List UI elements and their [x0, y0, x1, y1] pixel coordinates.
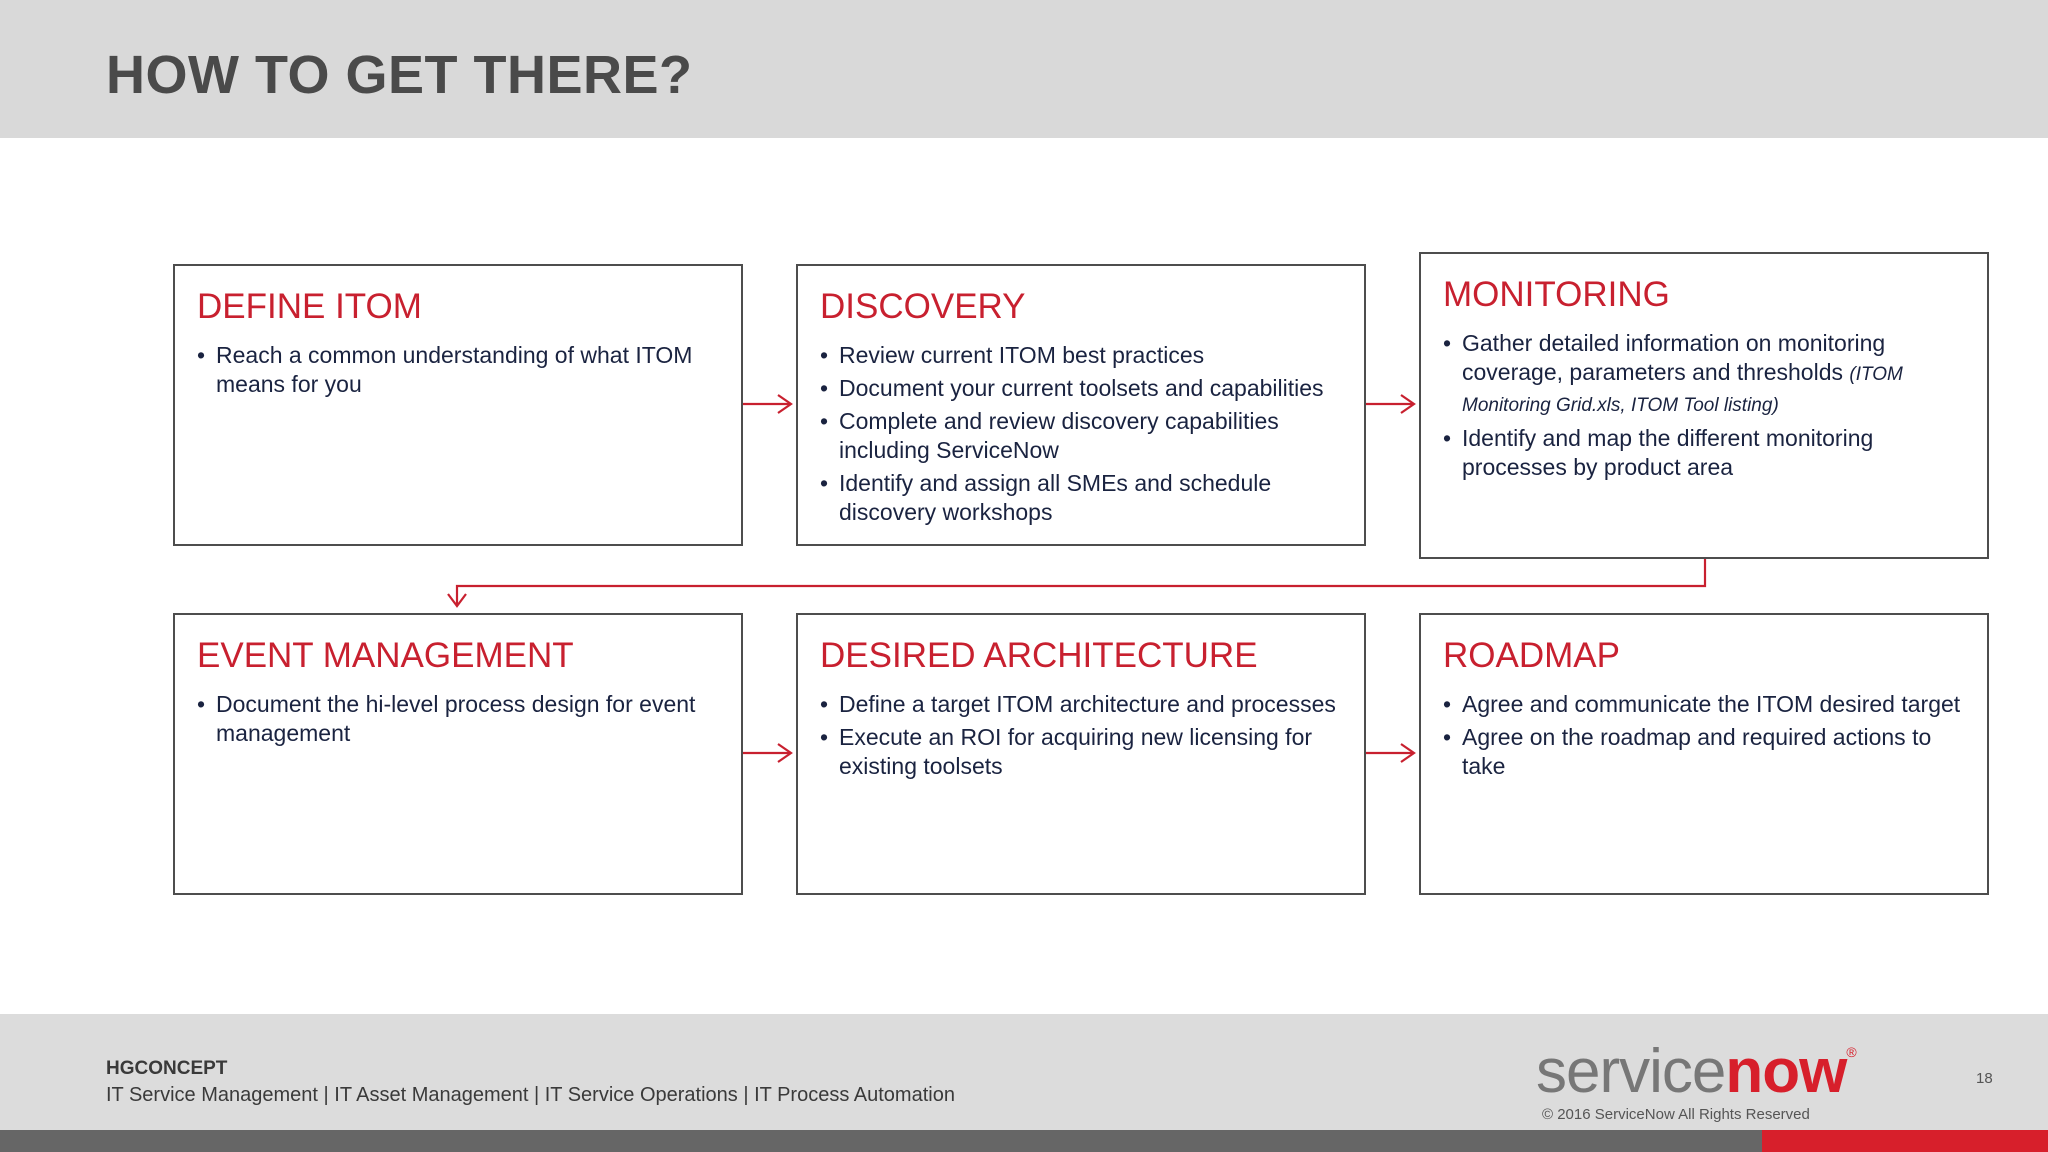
step-box-monitoring [1419, 252, 1989, 559]
step-title: DISCOVERY [820, 287, 1026, 326]
step-title: EVENT MANAGEMENT [197, 636, 574, 675]
footer-bar-gray [0, 1130, 1762, 1152]
bullet-item [820, 374, 1342, 403]
bullet-text: Document your current toolsets and capabilities [839, 374, 1324, 401]
bullet-text: Define a target ITOM architecture and processes [839, 690, 1336, 717]
arrow-discovery-to-monitoring [1366, 395, 1414, 413]
logo-service-text: service [1536, 1037, 1726, 1106]
bullet-note: (ITOM Monitoring Grid.xls, ITOM Tool listing) [1462, 363, 1903, 416]
footer-bar-red [1762, 1130, 2048, 1152]
bullet-item [197, 341, 719, 399]
arrow-monitoring-to-event-management [448, 559, 1705, 606]
bullet-item [197, 690, 719, 748]
bullet-item [820, 341, 1342, 370]
bullet-text: Identify and assign all SMEs and schedule discovery workshops [839, 469, 1272, 525]
bullet-item [1443, 424, 1965, 482]
step-box-discovery [796, 264, 1366, 546]
bullet-text: Review current ITOM best practices [839, 341, 1205, 368]
bullet-text: Agree on the roadmap and required actions to take [1462, 723, 1932, 779]
arrow-define-to-discovery [743, 395, 791, 413]
bullet-item [1443, 723, 1965, 781]
page-number: 18 [1976, 1070, 1993, 1087]
footer-company: HGCONCEPT [106, 1058, 228, 1079]
logo-now-text: now [1725, 1037, 1847, 1106]
bullet-text: Identify and map the different monitoring processes by product area [1462, 424, 1874, 480]
step-box-event-management [173, 613, 743, 895]
arrow-desired-architecture-to-roadmap [1366, 744, 1414, 762]
step-box-define-itom [173, 264, 743, 546]
bullet-text: Reach a common understanding of what ITOM means for you [216, 341, 693, 397]
bullet-item [820, 723, 1342, 781]
bullet-text: Execute an ROI for acquiring new licensing for existing toolsets [839, 723, 1313, 779]
footer-services: IT Service Management | IT Asset Management | IT Service Operations | IT Process Automation [106, 1084, 955, 1106]
bullet-list [1443, 690, 1965, 781]
step-title: ROADMAP [1443, 636, 1620, 675]
bullet-list [197, 690, 719, 748]
page-title: HOW TO GET THERE? [106, 45, 693, 105]
servicenow-logo [1536, 1037, 1856, 1106]
bullet-item [820, 407, 1342, 465]
bullet-list [1443, 329, 1965, 482]
step-box-desired-architecture [796, 613, 1366, 895]
bullet-text: Agree and communicate the ITOM desired target [1462, 690, 1961, 717]
bullet-item [1443, 329, 1965, 420]
step-title: DESIRED ARCHITECTURE [820, 636, 1258, 675]
bullet-text: Gather detailed information on monitoring coverage, parameters and thresholds [1462, 329, 1886, 385]
bullet-list [197, 341, 719, 399]
bullet-item [820, 469, 1342, 527]
bullet-list [820, 690, 1342, 781]
copyright: © 2016 ServiceNow All Rights Reserved [1542, 1106, 1810, 1123]
bullet-text: Complete and review discovery capabilities including ServiceNow [839, 407, 1279, 463]
bullet-item [1443, 690, 1965, 719]
step-title: MONITORING [1443, 275, 1670, 314]
bullet-text: Document the hi-level process design for event management [216, 690, 696, 746]
logo-registered-mark: ® [1846, 1044, 1856, 1060]
bullet-item [820, 690, 1342, 719]
step-box-roadmap [1419, 613, 1989, 895]
step-title: DEFINE ITOM [197, 287, 422, 326]
arrow-event-management-to-desired-architecture [743, 744, 791, 762]
bullet-list [820, 341, 1342, 527]
